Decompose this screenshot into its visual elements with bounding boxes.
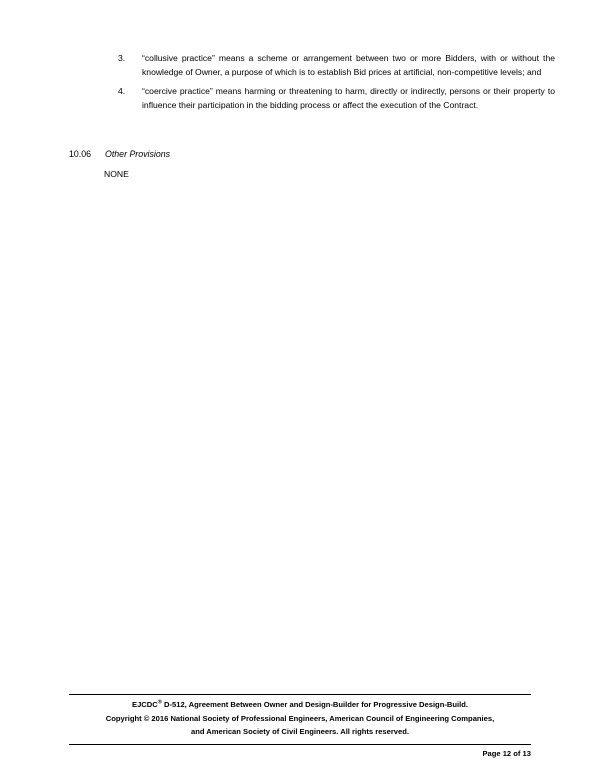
section-heading	[69, 147, 549, 161]
footer-line-2: Copyright © 2016 National Society of Professional Engineers, American Council of Engineering Companies,	[105, 713, 495, 723]
registered-mark-icon: ®	[157, 699, 162, 706]
footer-line-3: and American Society of Civil Engineers. All rights reserved.	[190, 727, 410, 736]
list-item-text: “coercive practice” means harming or threatening to harm, directly or indirectly, persons or their property to influence their participation in the bidding process or affect the execution of the Contract.	[142, 86, 555, 110]
section-number: 10.06	[69, 149, 92, 159]
list-item	[118, 85, 555, 112]
footer-line-1	[69, 699, 531, 711]
page-number: Page 12 of 13	[482, 748, 531, 758]
numbered-list	[118, 52, 555, 112]
page-footer	[69, 694, 531, 759]
list-item-text: “collusive practice” means a scheme or arrangement between two or more Bidders, with or without the knowledge of Owner, a purpose of which is to establish Bid prices at artificial, non-competitive levels; and	[142, 53, 555, 77]
footer-divider-bottom	[69, 744, 531, 745]
list-item	[118, 52, 555, 79]
footer-divider-top	[69, 694, 531, 695]
list-item-number: 3.	[118, 53, 126, 63]
section-body: NONE	[104, 169, 129, 179]
section-title: Other Provisions	[105, 149, 171, 159]
list-item-number: 4.	[118, 86, 126, 96]
footer-ejcdc-label: EJCDC	[132, 700, 158, 709]
footer-line-1-rest: D-512, Agreement Between Owner and Design-Builder for Progressive Design-Build.	[161, 700, 468, 709]
